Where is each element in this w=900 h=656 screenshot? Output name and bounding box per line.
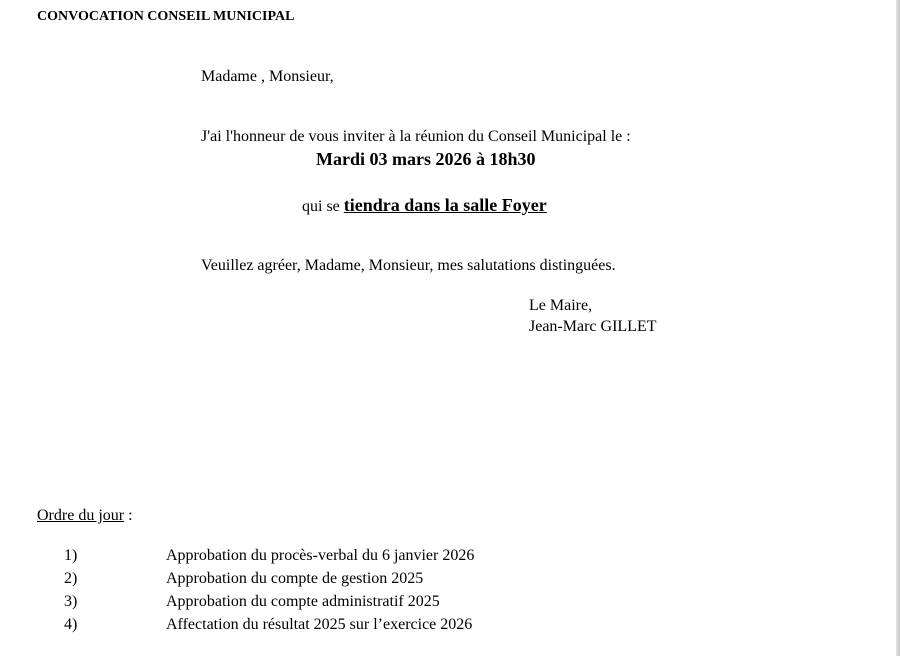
agenda-heading-colon: : <box>124 507 133 524</box>
venue-line <box>302 195 547 216</box>
agenda-item-number: 1) <box>64 547 78 564</box>
venue-location: tiendra dans la salle Foyer <box>343 195 547 215</box>
signature-name: Jean-Marc GILLET <box>529 318 657 335</box>
agenda-heading <box>37 507 133 525</box>
agenda-item-number: 3) <box>64 593 78 610</box>
greeting: Madame , Monsieur, <box>201 68 334 85</box>
signature-role: Le Maire, <box>529 297 593 314</box>
agenda-item-number: 2) <box>64 570 78 587</box>
meeting-datetime: Mardi 03 mars 2026 à 18h30 <box>316 149 536 169</box>
agenda-heading-label: Ordre du jour <box>37 507 125 524</box>
agenda-item-text: Approbation du compte administratif 2025 <box>166 593 440 610</box>
venue-prefix: qui se <box>302 198 344 215</box>
invitation-text: J'ai l'honneur de vous inviter à la réunion du Conseil Municipal le : <box>201 128 631 145</box>
closing-text: Veuillez agréer, Madame, Monsieur, mes salutations distinguées. <box>201 257 616 274</box>
agenda-item-number: 4) <box>64 616 78 633</box>
agenda-item-text: Affectation du résultat 2025 sur l’exercice 2026 <box>166 616 473 633</box>
document-title: CONVOCATION CONSEIL MUNICIPAL <box>37 9 295 24</box>
agenda-item-text: Approbation du procès-verbal du 6 janvier 2026 <box>166 547 475 564</box>
agenda-item-text: Approbation du compte de gestion 2025 <box>166 570 424 587</box>
viewer-right-edge <box>896 0 900 656</box>
